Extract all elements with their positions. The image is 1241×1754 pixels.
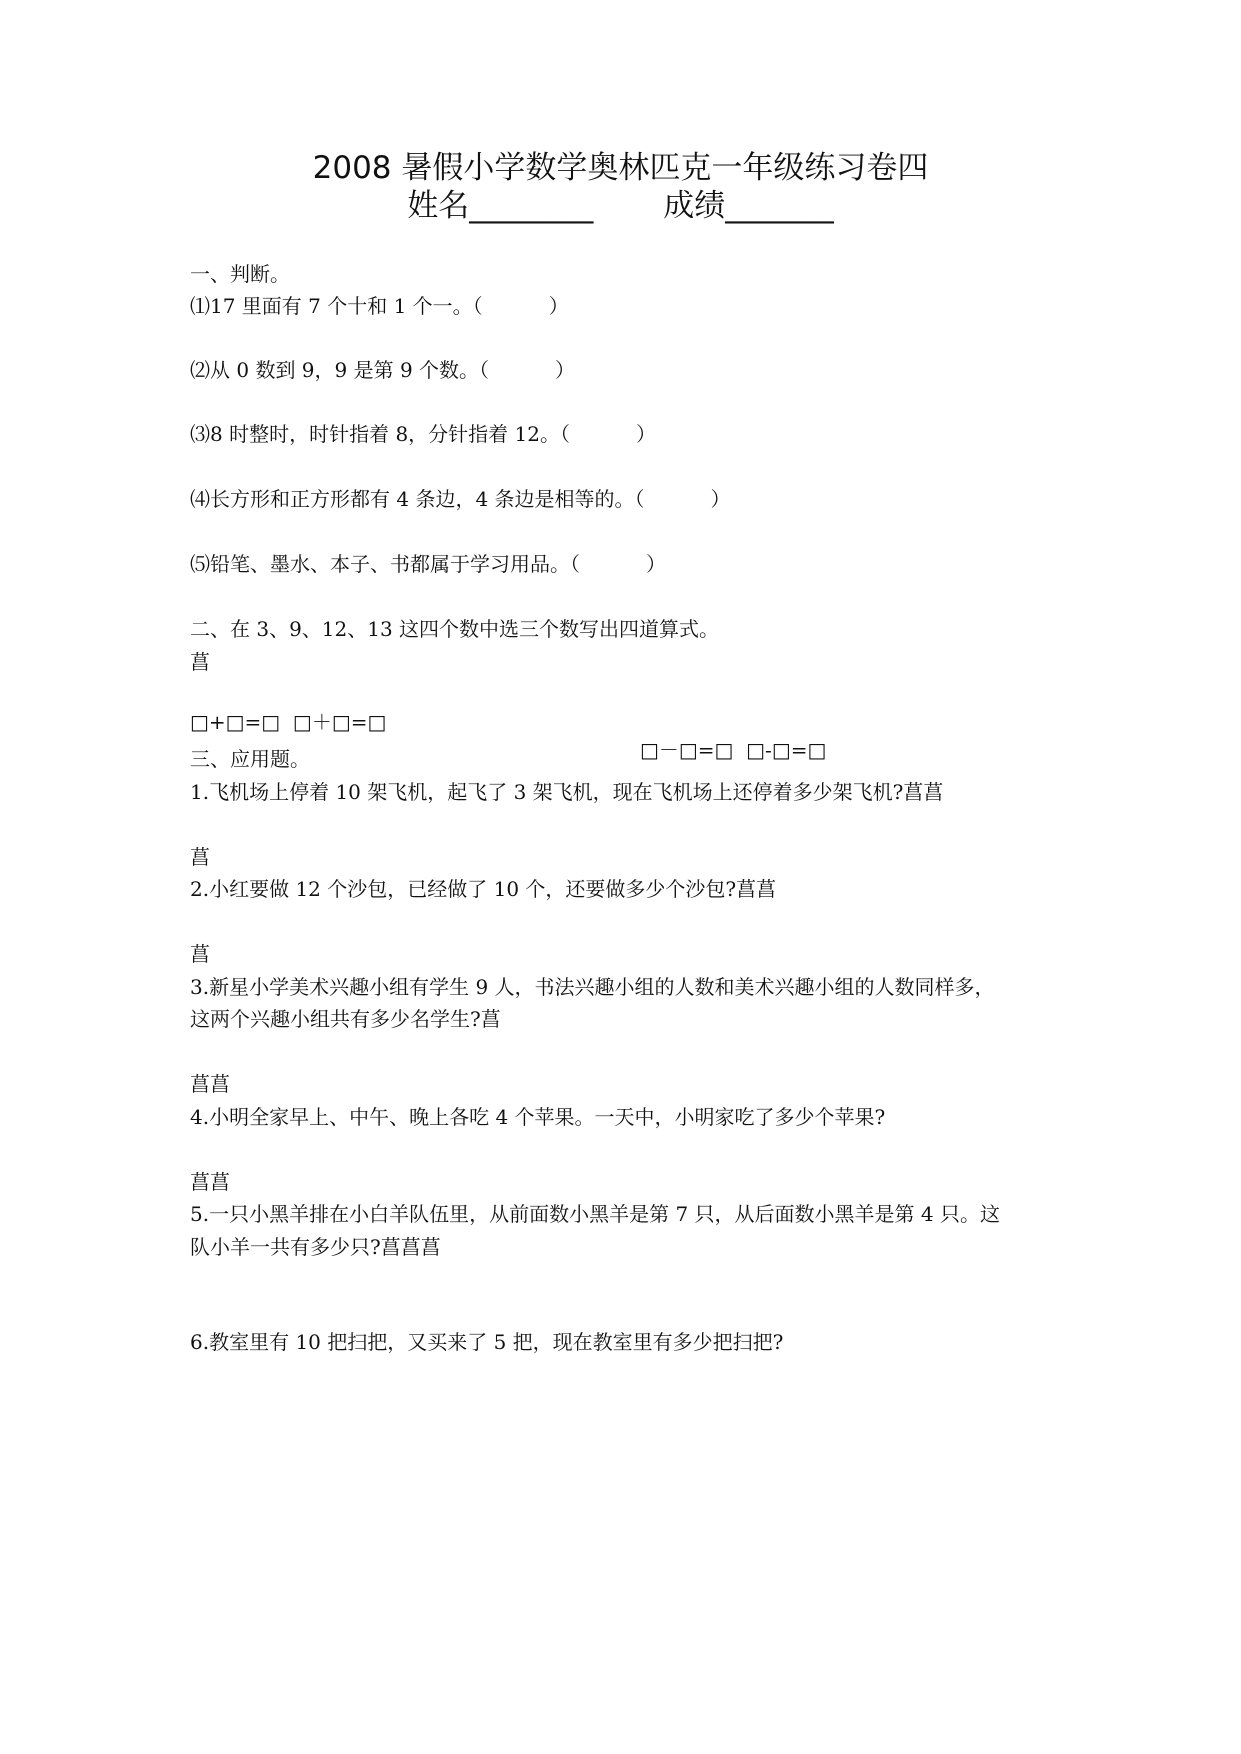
question-2-filler: 菖 — [190, 942, 210, 966]
judge-item-text: ⑴17 里面有 7 个十和 1 个一。（ — [190, 294, 483, 318]
addition-boxes: □+□=□ □＋□=□ — [190, 710, 387, 734]
section-2-filler: 菖 — [190, 650, 210, 674]
name-field: 姓名________ — [407, 188, 594, 224]
judge-item-close: ） — [710, 487, 731, 511]
page-title: 2008 暑假小学数学奥林匹克一年级练习卷四 — [312, 150, 929, 186]
judge-item-text: ⑷长方形和正方形都有 4 条边，4 条边是相等的。（ — [190, 487, 645, 511]
judge-item-5 — [190, 550, 666, 578]
judge-item-1 — [190, 292, 569, 320]
judge-item-close: ） — [555, 358, 576, 382]
judge-item-text: ⑸铅笔、墨水、本子、书都属于学习用品。（ — [190, 552, 580, 576]
section-2-heading: 二、在 3、9、12、13 这四个数中选三个数写出四道算式。 — [190, 617, 720, 641]
question-4: 4.小明全家早上、中午、晚上各吃 4 个苹果。一天中，小明家吃了多少个苹果? — [190, 1105, 886, 1129]
question-5-line-2: 队小羊一共有多少只?菖菖菖 — [190, 1235, 441, 1259]
question-1-filler: 菖 — [190, 845, 210, 869]
score-field: 成绩_______ — [663, 188, 834, 224]
question-2: 2.小红要做 12 个沙包，已经做了 10 个，还要做多少个沙包?菖菖 — [190, 877, 777, 901]
section-1-heading: 一、判断。 — [190, 262, 290, 286]
question-3-line-1: 3.新星小学美术兴趣小组有学生 9 人，书法兴趣小组的人数和美术兴趣小组的人数同样多， — [190, 975, 995, 999]
judge-item-close: ） — [635, 422, 656, 446]
question-5-line-1: 5.一只小黑羊排在小白羊队伍里，从前面数小黑羊是第 7 只，从后面数小黑羊是第 4 只。这 — [190, 1202, 1000, 1226]
judge-item-close: ） — [646, 552, 666, 576]
question-1: 1.飞机场上停着 10 架飞机，起飞了 3 架飞机，现在飞机场上还停着多少架飞机?菖菖 — [190, 780, 944, 804]
judge-item-4 — [190, 485, 731, 513]
subtraction-boxes: □－□=□ □-□=□ — [640, 738, 827, 762]
question-6: 6.教室里有 10 把扫把，又买来了 5 把，现在教室里有多少把扫把? — [190, 1330, 784, 1354]
name-score-line — [0, 188, 1241, 224]
judge-item-3 — [190, 420, 656, 448]
question-3-filler: 菖菖 — [190, 1072, 230, 1096]
judge-item-2 — [190, 356, 575, 384]
judge-item-text: ⑶8 时整时，时针指着 8，分针指着 12。（ — [190, 422, 570, 446]
judge-item-text: ⑵从 0 数到 9，9 是第 9 个数。（ — [190, 358, 490, 382]
equation-row — [0, 680, 1241, 792]
section-3-heading: 三、应用题。 — [190, 747, 310, 771]
judge-item-close: ） — [548, 294, 569, 318]
question-3-line-2: 这两个兴趣小组共有多少名学生?菖 — [190, 1007, 501, 1031]
question-4-filler: 菖菖 — [190, 1170, 230, 1194]
